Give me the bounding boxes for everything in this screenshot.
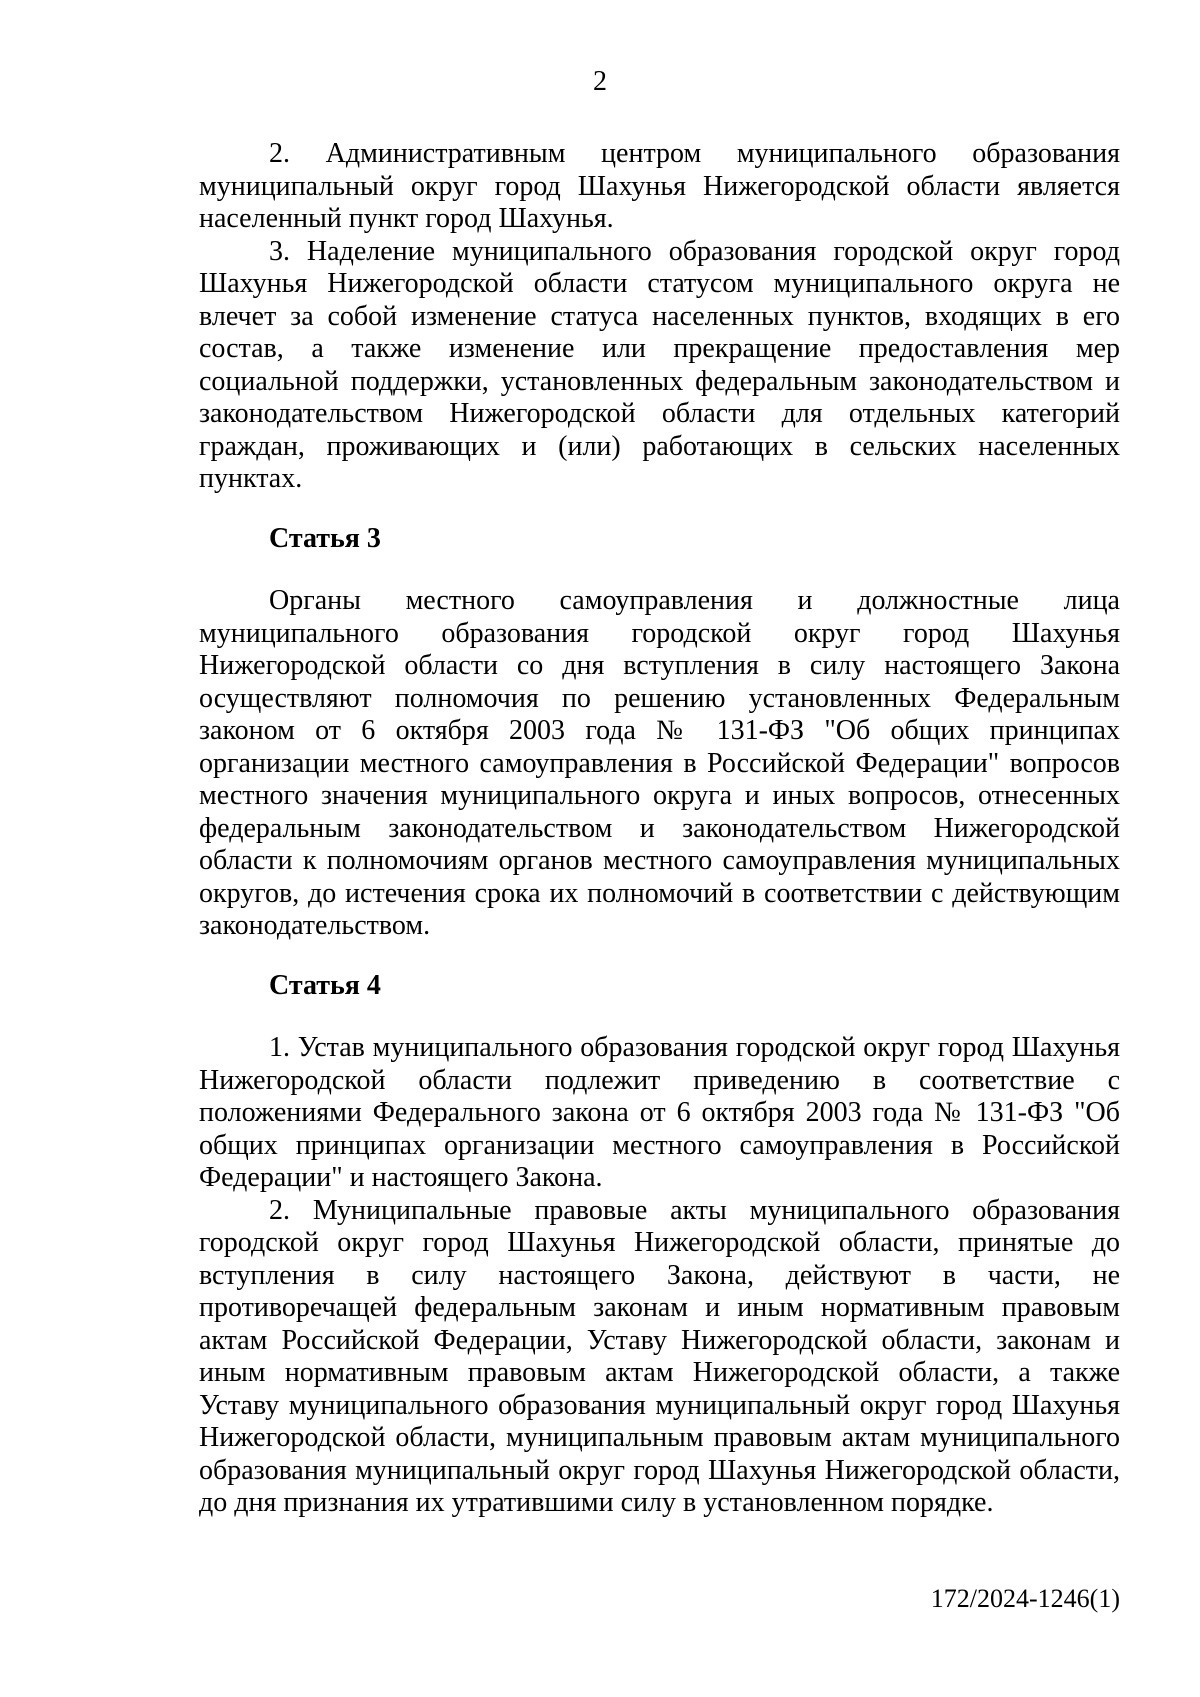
document-body: [199, 138, 1120, 1520]
paragraph-article4-item1: 1. Устав муниципального образования городской округ город Шахунья Нижегородской области подлежит приведению в соответствие с положениями Федерального закона от 6 октября 2003 года № 131-ФЗ "Об общих принципах организации местного самоуправления в Российской Федерации" и настоящего Закона.: [199, 1032, 1120, 1193]
paragraph-article2-item2: 2. Административным центром муниципального образования муниципальный округ город Шахунья Нижегородской области является населенный пункт город Шахунья.: [199, 138, 1120, 234]
paragraph-article4-item2: 2. Муниципальные правовые акты муниципального образования городской округ город Шахунья Нижегородской области, принятые до вступления в силу настоящего Закона, действуют в части, не противоречащей федеральным законам и иным нормативным правовым актам Российской Федерации, Уставу Нижегородской области, законам и иным нормативным правовым актам Нижегородской области, а также Уставу муниципального образования муниципальный округ город Шахунья Нижегородской области, муниципальным правовым актам муниципального образования муниципальный округ город Шахунья Нижегородской области, до дня признания их утратившими силу в установленном порядке.: [199, 1194, 1120, 1518]
article-4-heading: Статья 4: [269, 969, 381, 1001]
article-3-heading: Статья 3: [269, 522, 381, 554]
paragraph-article2-item3: 3. Наделение муниципального образования городской округ город Шахунья Нижегородской области статусом муниципального округа не влечет за собой изменение статуса населенных пунктов, входящих в его состав, а также изменение или прекращение предоставления мер социальной поддержки, установленных федеральным законодательством и законодательством Нижегородской области для отдельных категорий граждан, проживающих и (или) работающих в сельских населенных пунктах.: [199, 235, 1120, 494]
document-registration-code: 172/2024-1246(1): [930, 1584, 1120, 1613]
paragraph-article3: Органы местного самоуправления и должностные лица муниципального образования городской округ город Шахунья Нижегородской области со дня вступления в силу настоящего Закона осуществляют полномочия по решению установленных Федеральным законом от 6 октября 2003 года № 131-ФЗ "Об общих принципах организации местного самоуправления в Российской Федерации" вопросов местного значения муниципального округа и иных вопросов, отнесенных федеральным законодательством и законодательством Нижегородской области к полномочиям органов местного самоуправления муниципальных округов, до истечения срока их полномочий в соответствии с действующим законодательством.: [199, 585, 1120, 941]
page-number: 2: [593, 66, 607, 97]
